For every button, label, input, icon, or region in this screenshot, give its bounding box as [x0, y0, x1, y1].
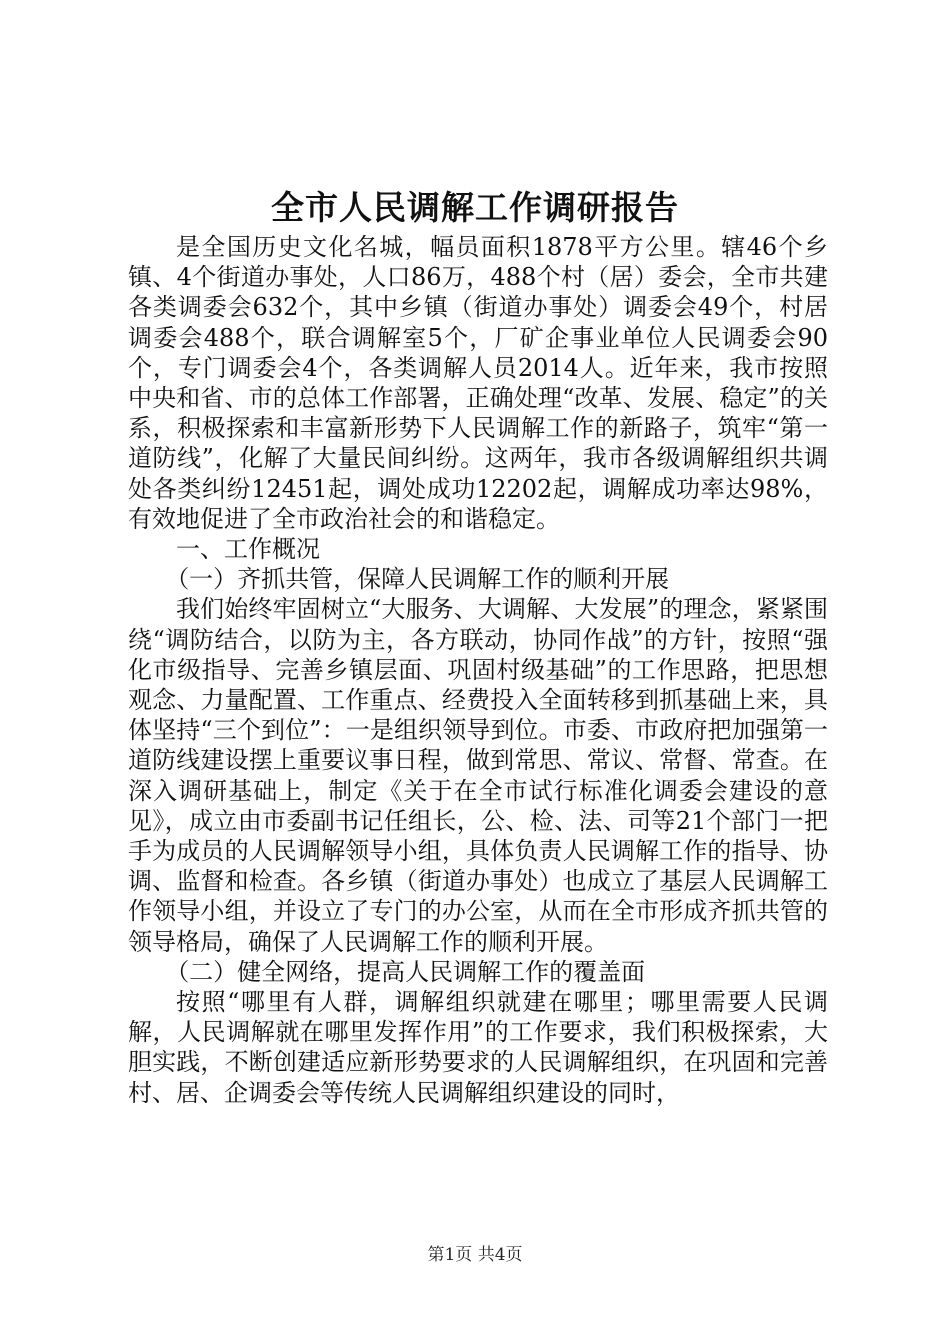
- body-paragraph-1: 我们始终牢固树立“大服务、大调解、大发展”的理念，紧紧围绕“调防结合，以防为主，各方联动，协同作战”的方针，按照“强化市级指导、完善乡镇层面、巩固村级基础”的工作思路，把思想观念、力量配置、工作重点、经费投入全面转移到抓基础上来，具体坚持“三个到位”：一是组织领导到位。市委、市政府把加强第一道防线建设摆上重要议事日程，做到常思、常议、常督、常查。在深入调研基础上，制定《关于在全市试行标准化调委会建设的意见》，成立由市委副书记任组长，公、检、法、司等21个部门一把手为成员的人民调解领导小组，具体负责人民调解工作的指导、协调、监督和检查。各乡镇（街道办事处）也成立了基层人民调解工作领导小组，并设立了专门的办公室，从而在全市形成齐抓共管的领导格局，确保了人民调解工作的顺利开展。: [128, 595, 828, 956]
- document-title: 全市人民调解工作调研报告: [271, 188, 679, 227]
- subsection-heading-2: （二）健全网络，提高人民调解工作的覆盖面: [165, 957, 646, 986]
- section-heading-overview: 一、工作概况: [176, 535, 320, 564]
- intro-paragraph: 是全国历史文化名城，幅员面积1878平方公里。辖46个乡镇、4个街道办事处，人口86万，488个村（居）委会，全市共建各类调委会632个，其中乡镇（街道办事处）调委会49个，村居调委会488个，联合调解室5个，厂矿企事业单位人民调委会90个，专门调委会4个，各类调解人员2014人。近年来，我市按照中央和省、市的总体工作部署，正确处理“改革、发展、稳定”的关系，积极探索和丰富新形势下人民调解工作的新路子，筑牢“第一道防线”，化解了大量民间纠纷。这两年，我市各级调解组织共调处各类纠纷12451起，调处成功12202起，调解成功率达98%，有效地促进了全市政治社会的和谐稳定。: [128, 233, 828, 533]
- page-footer: 第1页 共4页: [427, 1245, 523, 1265]
- subsection-heading-1: （一）齐抓共管，保障人民调解工作的顺利开展: [165, 565, 670, 594]
- body-paragraph-2: 按照“哪里有人群，调解组织就建在哪里；哪里需要人民调解，人民调解就在哪里发挥作用”的工作要求，我们积极探索，大胆实践，不断创建适应新形势要求的人民调解组织，在巩固和完善村、居、企调委会等传统人民调解组织建设的同时，: [128, 988, 828, 1107]
- document-body: [128, 232, 828, 1108]
